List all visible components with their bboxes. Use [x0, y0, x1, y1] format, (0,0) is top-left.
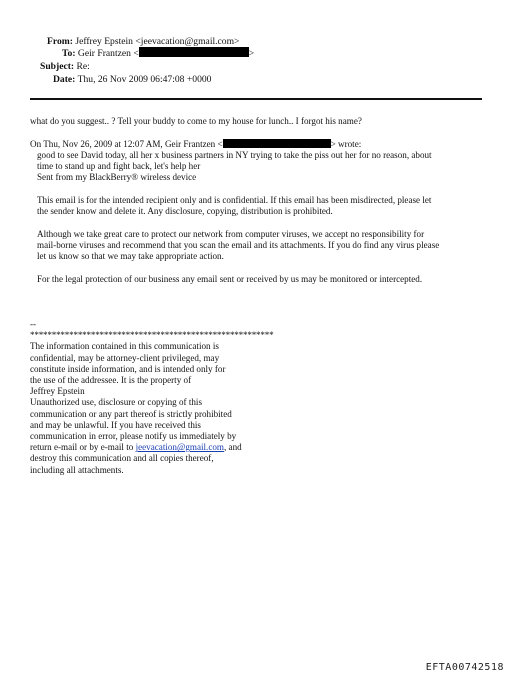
bates-number: EFTA00742518 [425, 662, 504, 673]
disclaimer-confidential [37, 195, 431, 217]
to-suffix: > [248, 48, 255, 59]
disclaimer-line: Although we take great care to protect our network from computer viruses, we accept no responsibility for [37, 229, 425, 239]
subject-row [40, 60, 90, 73]
disclaimer-monitoring [37, 274, 422, 285]
reply-text: what do you suggest.. ? Tell your buddy to come to my house for lunch.. I forgot his name? [30, 116, 362, 126]
sig-line: confidential, may be attorney-client privileged, may [30, 352, 220, 363]
quote-line: good to see David today, all her x business partners in NY trying to take the piss out her for no reason, about [37, 150, 432, 160]
quote-intro-prefix: On Thu, Nov 26, 2009 at 12:07 AM, Geir Frantzen < [30, 139, 223, 149]
sig-stars: ******************************************************** [30, 330, 274, 341]
redaction-bar [139, 47, 249, 57]
disclaimer-line: For the legal protection of our business any email sent or received by us may be monitored or intercepted. [37, 274, 423, 284]
sig-line: and may be unlawful. If you have received this [30, 419, 201, 430]
sig-line: including all attachments. [30, 464, 124, 475]
disclaimer-line: the sender know and delete it. Any disclosure, copying, distribution is prohibited. [37, 206, 333, 216]
sig-line: the use of the addressee. It is the property of [30, 375, 192, 386]
sig-line: destroy this communication and all copies thereof, [30, 453, 214, 464]
subject-value: Re: [76, 61, 90, 72]
sig-line: The information contained in this communication is [30, 341, 219, 352]
sig-email-prefix: return e-mail or by e-mail to [30, 442, 136, 453]
sig-email-suffix: , and [223, 442, 242, 453]
redaction-bar [223, 139, 331, 148]
disclaimer-line: let us know so that we may take appropriate action. [37, 251, 224, 261]
quote-intro-suffix: > wrote: [330, 139, 362, 149]
to-label: To: [62, 48, 76, 59]
quote-line: Sent from my BlackBerry® wireless device [37, 172, 197, 182]
from-value: Jeffrey Epstein <jeevacation@gmail.com> [75, 36, 240, 47]
email-link[interactable]: jeevacation@gmail.com [135, 442, 224, 453]
disclaimer-line: This email is for the intended recipient only and is confidential. If this email has been misdirected, please let [37, 195, 432, 205]
subject-label: Subject: [40, 61, 75, 72]
quote-line: time to stand up and fight back, let's help her [37, 161, 201, 171]
sig-line: Jeffrey Epstein [30, 386, 85, 397]
date-label: Date: [53, 74, 76, 85]
sig-line: Unauthorized use, disclosure or copying of this [30, 397, 202, 408]
to-prefix: Geir Frantzen < [77, 48, 139, 59]
signature-block [30, 319, 273, 476]
sig-line: communication in error, please notify us immediately by [30, 431, 237, 442]
from-label: From: [47, 36, 73, 47]
to-row [62, 47, 254, 60]
sig-line-email [30, 442, 273, 453]
date-value: Thu, 26 Nov 2009 06:47:08 +0000 [77, 74, 212, 85]
header-divider [30, 98, 482, 100]
sig-line: constitute inside information, and is intended only for [30, 363, 226, 374]
quote-intro [30, 139, 361, 150]
date-row [53, 73, 211, 86]
disclaimer-virus [37, 229, 439, 262]
quoted-message [37, 150, 432, 183]
sig-line: communication or any part thereof is strictly prohibited [30, 408, 232, 419]
sig-dash: -- [30, 319, 37, 329]
disclaimer-line: mail-borne viruses and recommend that you scan the email and its attachments. If you do find any virus please [37, 240, 440, 250]
